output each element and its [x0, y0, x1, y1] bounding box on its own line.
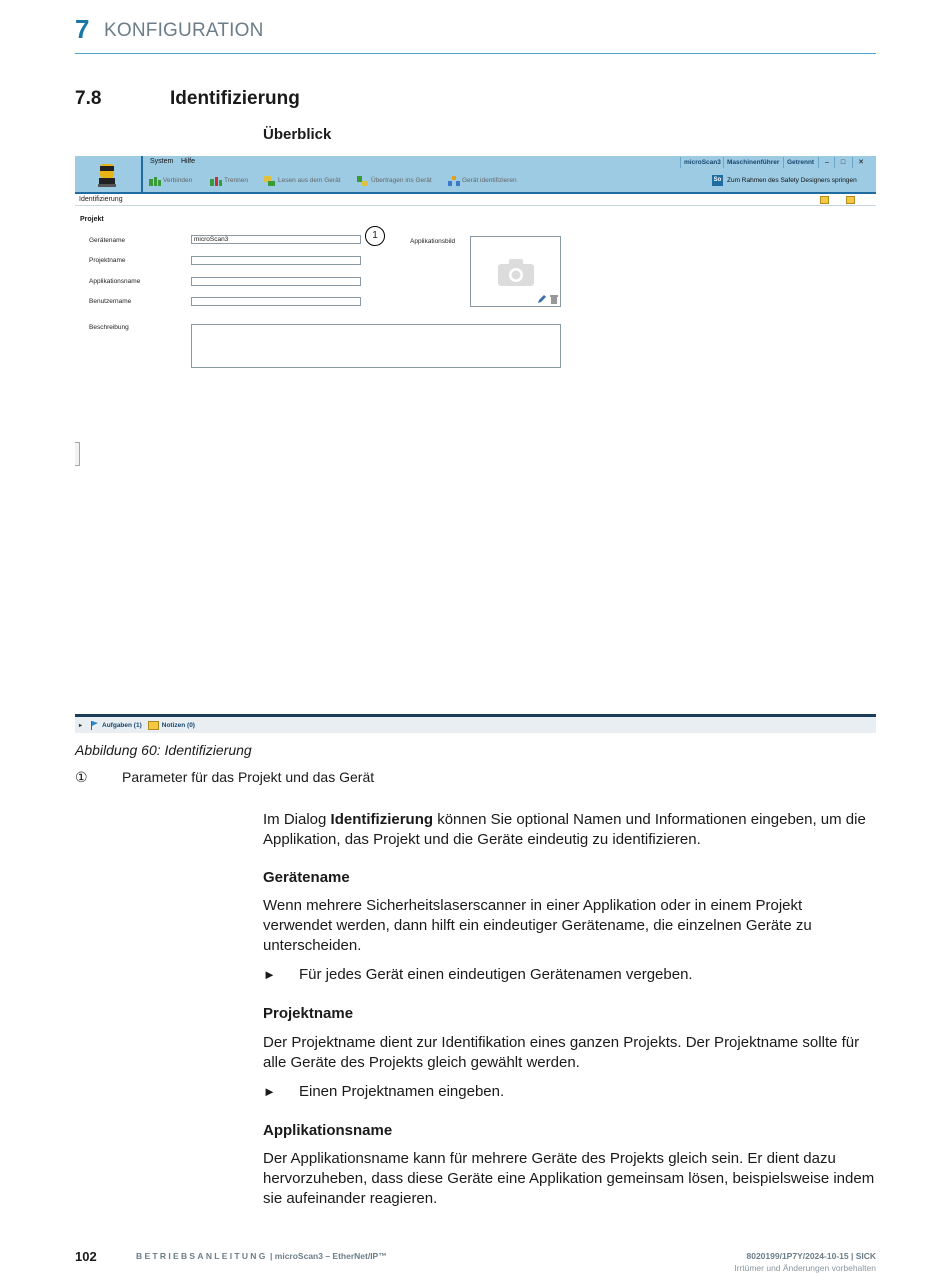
chapter-number: 7 — [75, 14, 90, 44]
header-rule — [75, 53, 876, 54]
read-icon — [263, 175, 275, 186]
identify-label: Gerät identifizieren — [462, 176, 517, 184]
page-number: 102 — [75, 1249, 97, 1264]
jump-label: Zum Rahmen des Safety Designers springen — [727, 176, 857, 184]
transfer-to-device-button[interactable] — [356, 173, 432, 187]
heading-application-name: Applikationsname — [263, 1122, 393, 1139]
minimize-button[interactable]: – — [818, 157, 835, 168]
identify-icon — [447, 175, 459, 186]
application-name-label: Applikationsname — [89, 278, 141, 285]
status-bar — [75, 717, 876, 733]
pencil-icon[interactable] — [537, 294, 547, 304]
footer-product: | microScan3 – EtherNet/IP™ — [267, 1251, 387, 1261]
disconnect-label: Trennen — [224, 176, 248, 184]
chapter-title: KONFIGURATION — [104, 20, 264, 41]
footer-doc-type: BETRIEBSANLEITUNG — [136, 1251, 268, 1261]
figure-caption: Abbildung 60: Identifizierung — [75, 742, 252, 758]
tasks-tab[interactable] — [90, 721, 142, 730]
description-textarea[interactable] — [191, 324, 561, 368]
instruction-project-name: Einen Projektnamen eingeben. — [299, 1083, 505, 1100]
bullet-arrow: ► — [263, 1084, 276, 1099]
note-icon — [148, 721, 159, 730]
footer-doc-id: 8020199/1P7Y/2024-10-15 | SICK — [746, 1251, 876, 1261]
connection-status-label: Getrennt — [783, 157, 817, 168]
trash-icon[interactable] — [549, 294, 559, 304]
scanner-logo-icon — [75, 156, 143, 192]
transfer-icon — [356, 175, 368, 186]
connect-icon — [148, 175, 160, 186]
close-button[interactable]: ✕ — [852, 157, 869, 168]
safety-designer-icon: So — [712, 175, 723, 186]
subsection-title: Überblick — [263, 126, 332, 143]
project-name-label: Projektname — [89, 257, 126, 264]
footer-disclaimer: Irrtümer und Änderungen vorbehalten — [734, 1263, 876, 1273]
user-name-label: Benutzername — [89, 298, 132, 305]
transfer-label: Übertragen ins Gerät — [371, 176, 432, 184]
read-from-device-button[interactable] — [263, 173, 341, 187]
application-name-input[interactable] — [191, 277, 361, 286]
note-icon[interactable] — [820, 196, 829, 204]
disconnect-icon — [209, 175, 221, 186]
expand-icon[interactable]: ▸ — [79, 722, 83, 729]
read-label: Lesen aus dem Gerät — [278, 176, 341, 184]
user-level-label[interactable]: Maschinenführer — [723, 157, 782, 168]
device-name-input[interactable]: microScan3 — [191, 235, 361, 244]
side-panel-toggle[interactable] — [75, 442, 80, 466]
project-name-input[interactable] — [191, 256, 361, 265]
project-header: Projekt — [80, 216, 104, 223]
legend-number: ① — [75, 769, 88, 785]
application-image-box[interactable] — [470, 236, 561, 307]
legend-text: Parameter für das Projekt und das Gerät — [122, 769, 375, 785]
intro-text-rest: können Sie optional Namen und Informationen eingeben, um die Applikation, das Projekt und die Geräte eindeutig zu identifizieren. — [263, 811, 866, 848]
tasks-label: Aufgaben (1) — [102, 721, 142, 729]
footer-doc-title — [136, 1251, 387, 1261]
intro-text: Im Dialog — [263, 811, 331, 828]
tab-identification[interactable]: Identifizierung — [75, 194, 876, 206]
connect-button[interactable] — [148, 173, 192, 187]
notes-label: Notizen (0) — [161, 721, 195, 729]
paragraph-project-name: Der Projektname dient zur Identifikation eines ganzen Projekts. Der Projektname sollte für alle Geräte des Projekts gleich gewählt werden. — [263, 1034, 860, 1071]
heading-device-name: Gerätename — [263, 869, 350, 886]
notes-tab[interactable] — [148, 721, 195, 730]
note-icon[interactable] — [846, 196, 855, 204]
application-image-label: Applikationsbild — [410, 238, 456, 245]
menu-help[interactable]: Hilfe — [181, 158, 196, 165]
disconnect-button[interactable] — [209, 173, 248, 187]
connect-label: Verbinden — [163, 176, 193, 184]
intro-paragraph — [263, 810, 875, 850]
identify-device-button[interactable] — [447, 173, 517, 187]
section-number: 7.8 — [75, 88, 102, 109]
menu-system[interactable]: System — [150, 158, 174, 165]
bullet-arrow: ► — [263, 967, 276, 982]
device-name-label: Gerätename — [89, 237, 126, 244]
instruction-device-name: Für jedes Gerät einen eindeutigen Gerätenamen vergeben. — [299, 966, 693, 983]
user-name-input[interactable] — [191, 297, 361, 306]
callout-marker: 1 — [365, 226, 385, 246]
intro-dialog-name: Identifizierung — [330, 811, 434, 828]
jump-to-frame-button[interactable] — [712, 173, 857, 187]
device-label: microScan3 — [680, 157, 724, 168]
heading-project-name: Projektname — [263, 1005, 354, 1022]
paragraph-application-name: Der Applikationsname kann für mehrere Geräte des Projekts gleich sein. Er dient dazu hervorzuheben, dass diese Geräte eine Applikation gemeinsam lösen, beispielsweise indem sie aufeinander reagieren. — [263, 1150, 875, 1207]
maximize-button[interactable]: □ — [834, 157, 851, 168]
section-title: Identifizierung — [170, 88, 300, 109]
software-screenshot — [75, 156, 876, 733]
description-label: Beschreibung — [89, 324, 129, 331]
camera-icon — [497, 257, 535, 287]
paragraph-device-name: Wenn mehrere Sicherheitslaserscanner in einer Applikation oder in einem Projekt verwendet werden, dann hilft ein eindeutiger Gerätename, die einzelnen Geräte zu unterscheiden. — [263, 897, 812, 954]
flag-icon — [90, 721, 99, 730]
